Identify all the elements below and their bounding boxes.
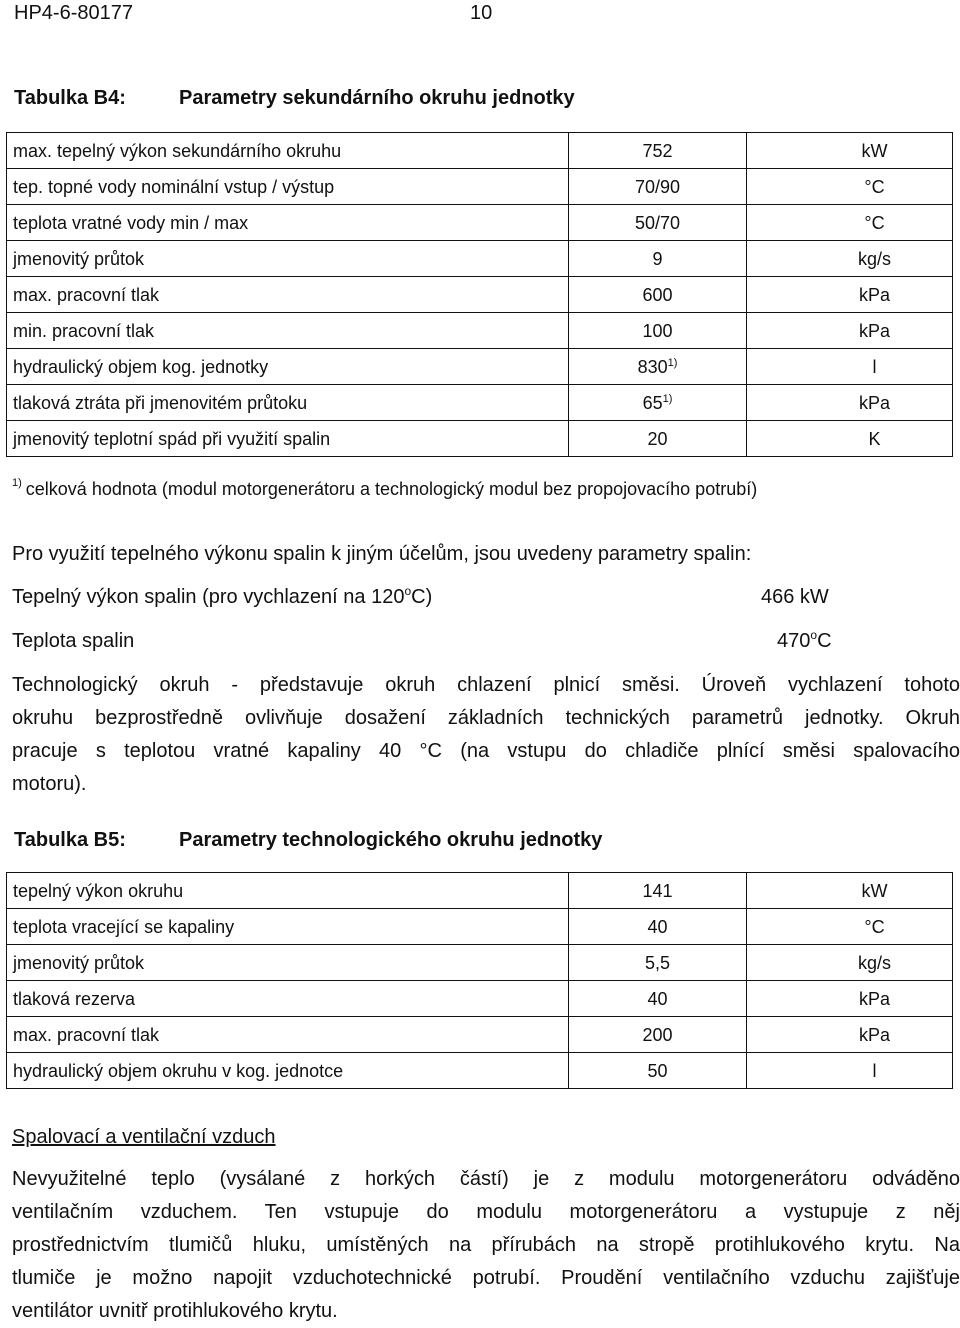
footnote-mark: 1) [12, 477, 22, 489]
param-value-cell [569, 1017, 747, 1053]
param-value: 5,5 [644, 952, 671, 973]
param-unit: °C [747, 205, 953, 241]
paragraph-line: pracuje s teplotou vratné kapaliny 40 °C (na vstupu do chladiče plnící směsi spalovacího [12, 740, 960, 762]
param-value: 70/90 [634, 176, 681, 197]
exhaust-temp-value [777, 628, 832, 654]
table-b5-label: Tabulka B5: [14, 829, 126, 851]
table-row [7, 169, 953, 205]
param-name: max. tepelný výkon sekundárního okruhu [7, 133, 569, 169]
exhaust-temp-unit: C [817, 630, 832, 652]
table-b5 [6, 872, 953, 1089]
table-b4 [6, 132, 953, 457]
param-value: 40 [647, 916, 668, 937]
param-name: jmenovitý průtok [7, 945, 569, 981]
param-value: 40 [647, 988, 668, 1009]
param-value: 141 [642, 880, 673, 901]
paragraph-line: motoru). [12, 773, 87, 795]
param-value: 50 [647, 1060, 668, 1081]
degree-mark: o [404, 584, 412, 598]
table-b4-title: Parametry sekundárního okruhu jednotky [179, 87, 575, 109]
table-row [7, 385, 953, 421]
param-value-cell [569, 205, 747, 241]
param-value-cell [569, 313, 747, 349]
param-value: 752 [642, 140, 673, 161]
page-number: 10 [470, 2, 493, 24]
param-value-cell [569, 241, 747, 277]
document-id: HP4-6-80177 [14, 2, 133, 24]
param-value: 830 [637, 356, 668, 377]
table-b4-footnote [12, 477, 757, 501]
footnote-ref: 1) [667, 356, 678, 369]
table-row [7, 277, 953, 313]
degree-mark: o [810, 628, 818, 642]
tech-circuit-paragraph [12, 669, 960, 801]
ventilation-paragraph [12, 1163, 960, 1328]
param-unit: kPa [747, 1017, 953, 1053]
param-name: max. pracovní tlak [7, 277, 569, 313]
table-row [7, 133, 953, 169]
param-name: teplota vratné vody min / max [7, 205, 569, 241]
param-value-cell [569, 981, 747, 1017]
param-value-cell [569, 873, 747, 909]
param-name: jmenovitý průtok [7, 241, 569, 277]
param-value-cell [569, 169, 747, 205]
param-unit: K [747, 421, 953, 457]
param-name: jmenovitý teplotní spád při využití spalin [7, 421, 569, 457]
paragraph-line: tlumiče je možno napojit vzduchotechnické potrubí. Proudění ventilačního vzduchu zajišťuje [12, 1267, 960, 1289]
table-row [7, 945, 953, 981]
param-unit: kg/s [747, 241, 953, 277]
paragraph-line: Technologický okruh - představuje okruh chlazení plnicí směsi. Úroveň vychlazení tohoto [12, 674, 960, 696]
paragraph-line: okruhu bezprostředně ovlivňuje dosažení základních technických parametrů jednotky. Okruh [12, 707, 960, 729]
param-value-cell [569, 909, 747, 945]
param-unit: l [747, 349, 953, 385]
table-row [7, 1053, 953, 1089]
table-row [7, 313, 953, 349]
table-b4-caption [14, 85, 575, 111]
param-name: hydraulický objem kog. jednotky [7, 349, 569, 385]
param-unit: kPa [747, 313, 953, 349]
paragraph-line: ventilačním vzduchem. Ten vstupuje do modulu motorgenerátoru a vystupuje z něj [12, 1201, 960, 1223]
param-unit: kPa [747, 385, 953, 421]
param-value: 65 [642, 392, 663, 413]
param-value: 600 [642, 284, 673, 305]
exhaust-temp-number: 470 [777, 630, 811, 652]
paragraph-line: ventilátor uvnitř protihlukového krytu. [12, 1300, 338, 1322]
table-row [7, 205, 953, 241]
param-name: min. pracovní tlak [7, 313, 569, 349]
paragraph-line: prostřednictvím tlumičů hluku, umístěných na přírubách na stropě protihlukového krytu. Na [12, 1234, 960, 1256]
exhaust-power-label-text: Tepelný výkon spalin (pro vychlazení na 120 [12, 586, 405, 608]
param-unit: kW [747, 873, 953, 909]
table-row [7, 873, 953, 909]
param-value-cell [569, 421, 747, 457]
param-unit: kPa [747, 277, 953, 313]
param-value-cell [569, 349, 747, 385]
param-unit: kPa [747, 981, 953, 1017]
exhaust-intro: Pro využití tepelného výkonu spalin k jiným účelům, jsou uvedeny parametry spalin: [12, 543, 752, 565]
param-unit: kW [747, 133, 953, 169]
param-value: 9 [652, 248, 663, 269]
param-name: hydraulický objem okruhu v kog. jednotce [7, 1053, 569, 1089]
param-value: 50/70 [634, 212, 681, 233]
table-row [7, 421, 953, 457]
param-value-cell [569, 277, 747, 313]
param-name: tepelný výkon okruhu [7, 873, 569, 909]
table-row [7, 1017, 953, 1053]
param-value-cell [569, 133, 747, 169]
table-b5-caption [14, 827, 602, 853]
table-b4-label: Tabulka B4: [14, 87, 126, 109]
param-value: 100 [642, 320, 673, 341]
exhaust-power-label [12, 584, 432, 610]
param-value: 200 [642, 1024, 673, 1045]
param-value-cell [569, 385, 747, 421]
exhaust-temp-label: Teplota spalin [12, 630, 135, 652]
table-row [7, 909, 953, 945]
table-row [7, 241, 953, 277]
exhaust-power-value: 466 kW [761, 586, 829, 608]
exhaust-power-label-end: C) [411, 586, 433, 608]
param-unit: kg/s [747, 945, 953, 981]
ventilation-heading: Spalovací a ventilační vzduch [12, 1126, 276, 1148]
param-name: max. pracovní tlak [7, 1017, 569, 1053]
table-row [7, 349, 953, 385]
table-b5-title: Parametry technologického okruhu jednotky [179, 829, 603, 851]
param-unit: °C [747, 909, 953, 945]
param-name: tep. topné vody nominální vstup / výstup [7, 169, 569, 205]
footnote-ref: 1) [662, 392, 673, 405]
param-value: 20 [647, 428, 668, 449]
param-unit: l [747, 1053, 953, 1089]
param-unit: °C [747, 169, 953, 205]
param-name: tlaková rezerva [7, 981, 569, 1017]
paragraph-line: Nevyužitelné teplo (vysálané z horkých částí) je z modulu motorgenerátoru odváděno [12, 1168, 960, 1190]
param-name: tlaková ztráta při jmenovitém průtoku [7, 385, 569, 421]
table-row [7, 981, 953, 1017]
param-value-cell [569, 1053, 747, 1089]
param-value-cell [569, 945, 747, 981]
footnote-text: celková hodnota (modul motorgenerátoru a technologický modul bez propojovacího potrubí) [25, 479, 758, 499]
param-name: teplota vracející se kapaliny [7, 909, 569, 945]
